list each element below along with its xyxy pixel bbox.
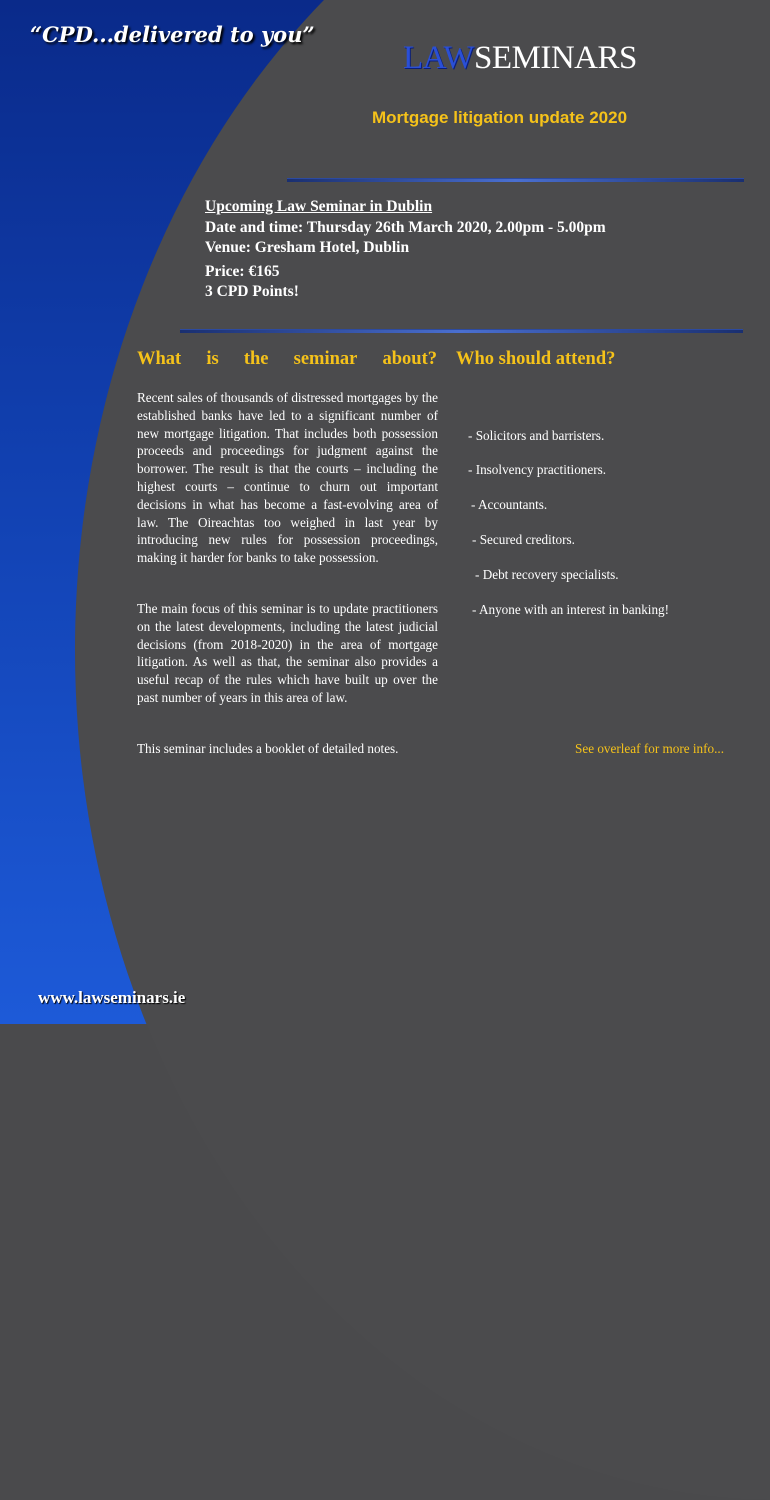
about-paragraph-1: Recent sales of thousands of distressed mortgages by the established banks have led to a significant number of new mortgage litigation. That includes both possession proceeds and proceedings for judgment against the borrower. The result is that the courts – including the highest courts – continue to churn out important decisions in what has become a fast-evolving area of law. The Oireachtas too weighed in last year by introducing new rules for possession proceedings, making it harder for banks to take possession. [137,390,438,566]
event-cpd: 3 CPD Points! [205,283,299,300]
event-details [205,197,606,303]
about-heading-word: the [243,349,269,369]
event-heading: Upcoming Law Seminar in Dublin [205,198,433,215]
audience-item: - Insolvency practitioners. [468,462,607,477]
event-venue: Venue: Gresham Hotel, Dublin [205,239,410,256]
audience-item: - Secured creditors. [472,532,575,547]
about-heading-word: about? [382,349,437,369]
about-heading-word: What [137,349,182,369]
divider-middle [180,329,743,333]
brand-logo [403,40,637,77]
about-heading [137,349,437,370]
audience-item: - Anyone with an interest in banking! [472,602,670,617]
about-paragraph-2: The main focus of this seminar is to update practitioners on the latest developments, including the latest judicial decisions (from 2018-2020) in the area of mortgage litigation. As well as that, the seminar also provides a useful recap of the rules which have built up over the past number of years in this area of law. [137,601,438,705]
audience-item: - Debt recovery specialists. [475,567,619,582]
page-subtitle: Mortgage litigation update 2020 [372,108,628,127]
about-paragraph-3: This seminar includes a booklet of detailed notes. [137,741,399,756]
audience-item: - Accountants. [471,497,548,512]
tagline: “CPD...delivered to you” [30,22,315,47]
more-info-link[interactable]: See overleaf for more info... [575,741,725,756]
event-price: Price: €165 [205,262,280,280]
event-datetime: Date and time: Thursday 26th March 2020, 2.00pm - 5.00pm [205,218,606,236]
about-heading-word: is [206,349,219,369]
attend-heading: Who should attend? [456,349,616,369]
divider-top [287,178,744,182]
audience-item: - Solicitors and barristers. [468,428,605,443]
brand-logo-seminars: SEMINARS [474,40,637,76]
website-link[interactable]: www.lawseminars.ie [38,988,186,1007]
about-heading-word: seminar [293,349,358,369]
brand-logo-law: LAW [403,40,474,76]
